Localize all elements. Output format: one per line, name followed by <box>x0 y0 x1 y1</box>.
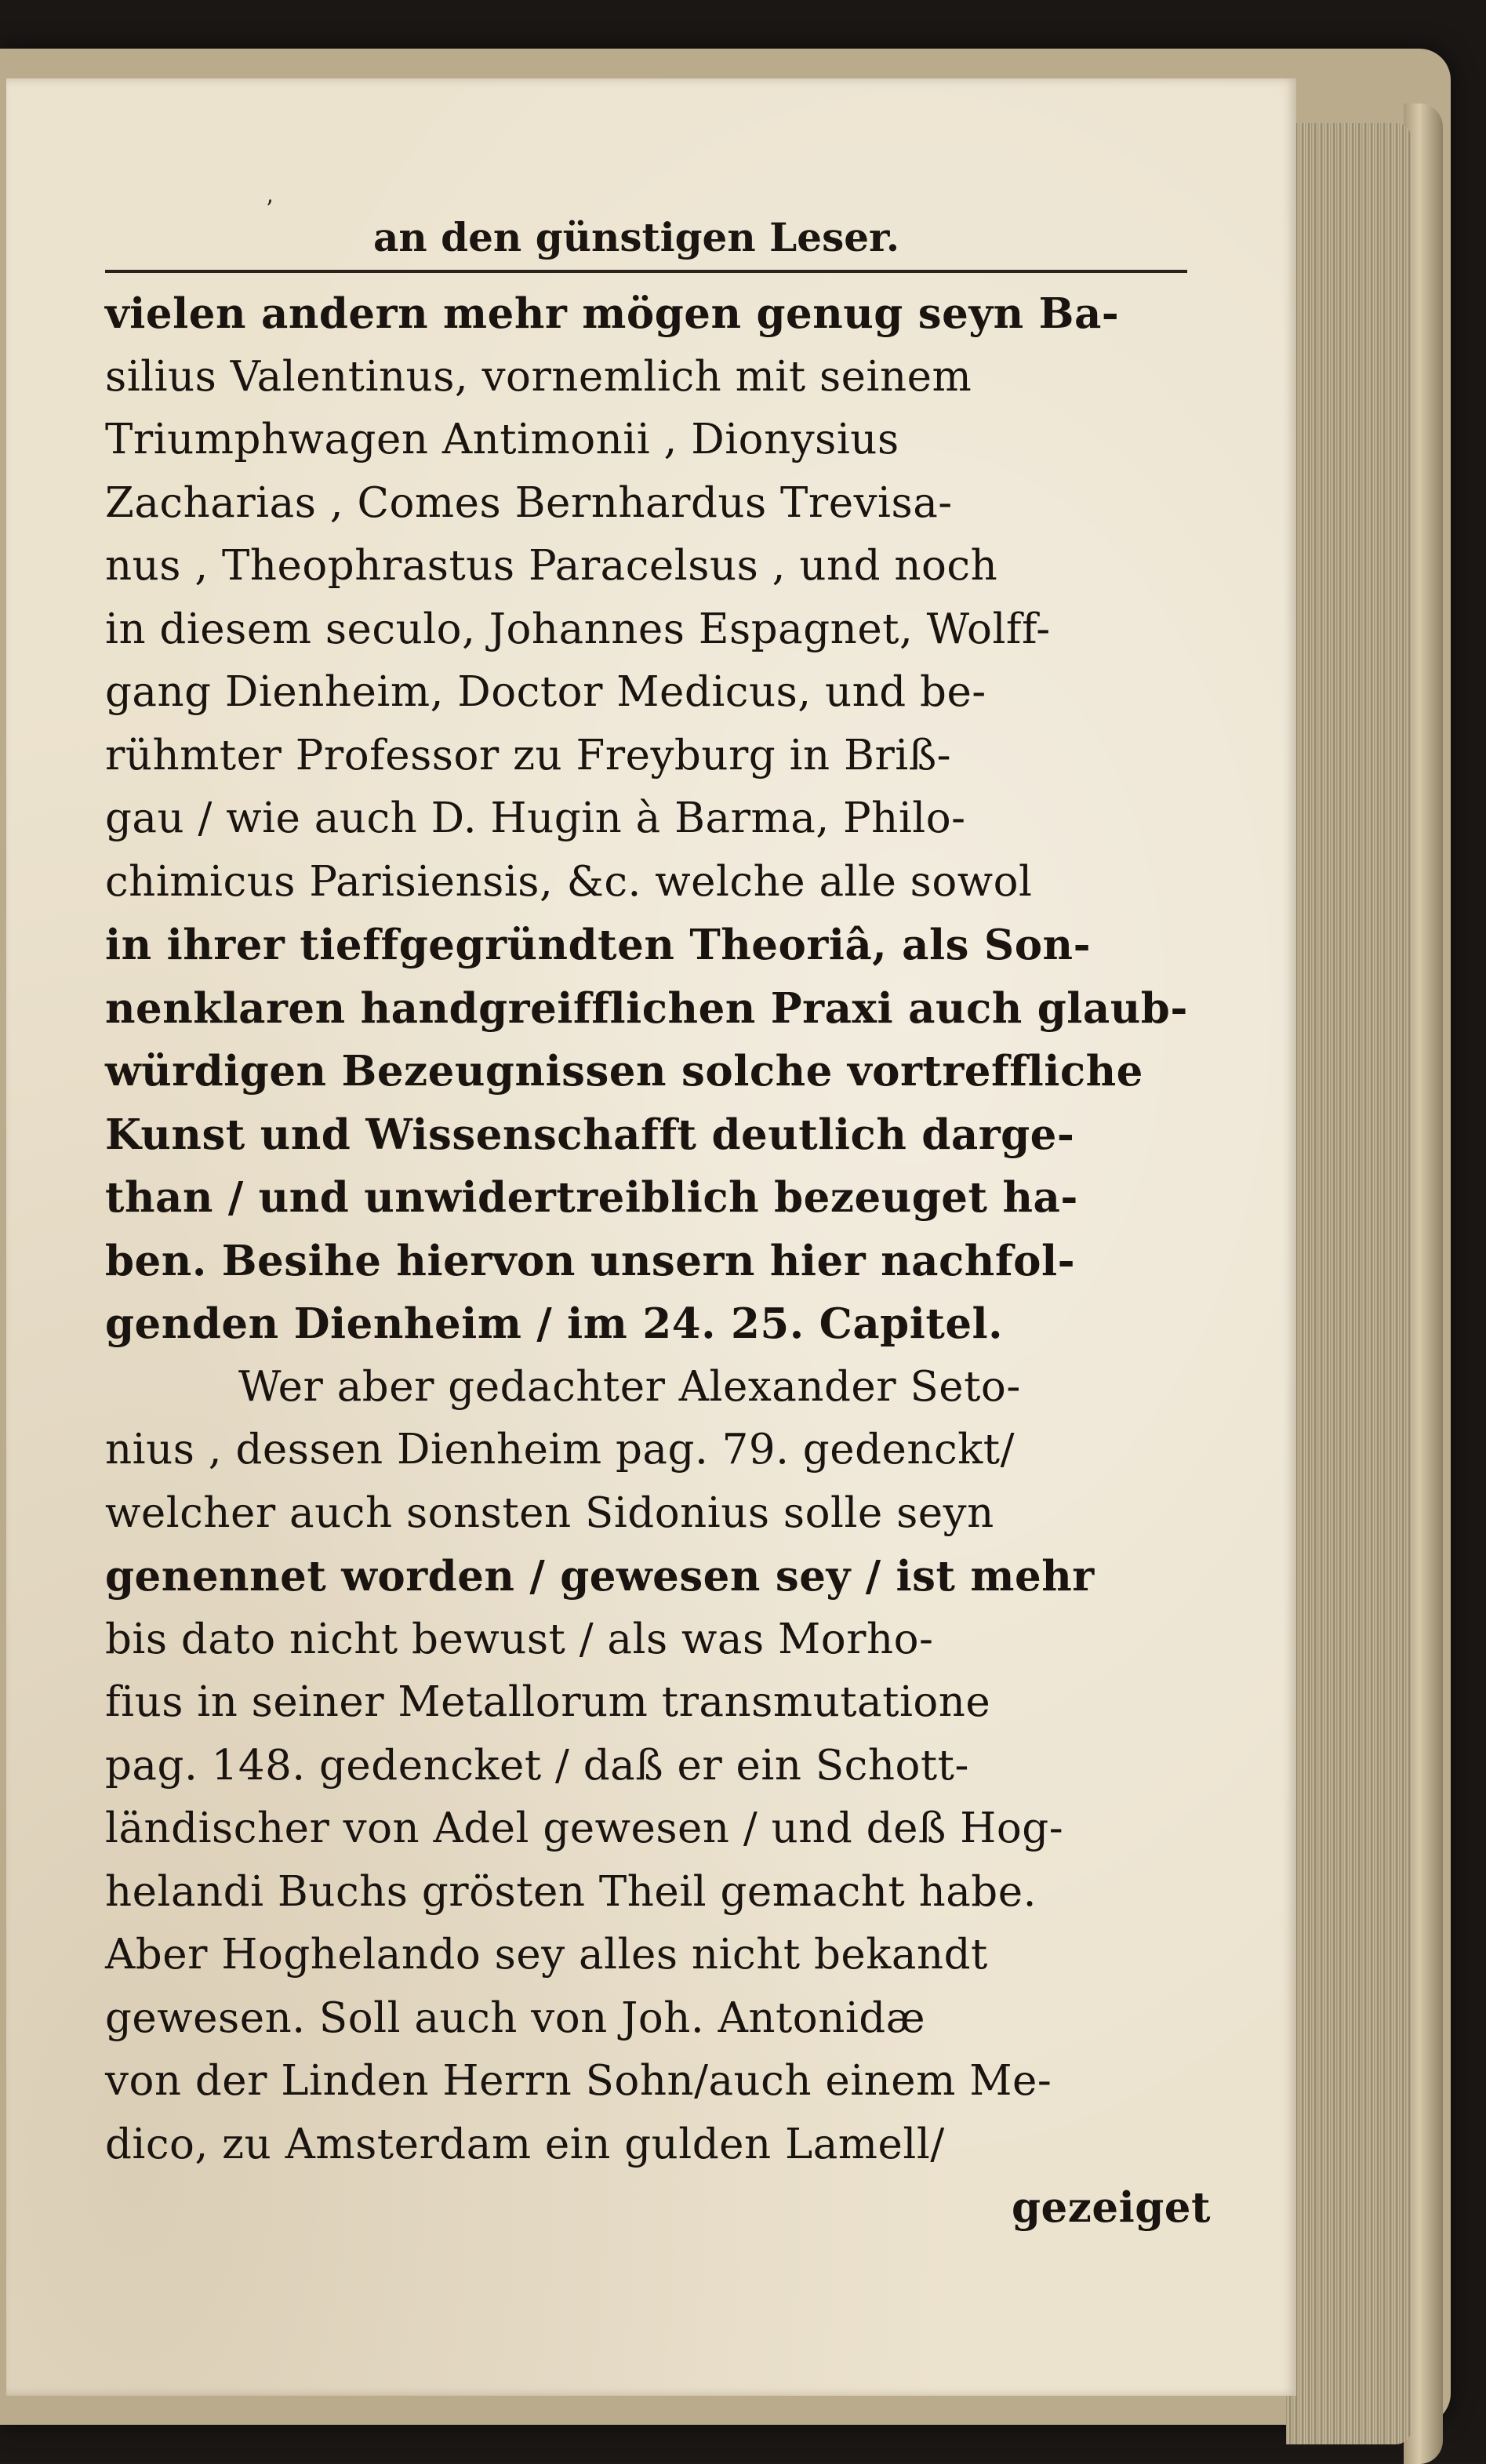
text-line: bis dato nicht bewust / als was Morho- <box>105 1615 934 1663</box>
text-line: Kunst und Wissenschafft deutlich darge- <box>105 1110 1075 1159</box>
text-line: ländischer von Adel gewesen / und deß Hog- <box>105 1804 1064 1852</box>
text-line: von der Linden Herrn Sohn/auch einem Me- <box>105 2057 1052 2105</box>
text-line: genennet worden / gewesen sey / ist mehr <box>105 1552 1095 1601</box>
text-line: welcher auch sonsten Sidonius solle seyn <box>105 1488 994 1537</box>
text-line: vielen andern mehr mögen genug seyn Ba- <box>105 289 1120 338</box>
text-line: silius Valentinus, vornemlich mit seinem <box>105 352 972 401</box>
text-line: nius , dessen Dienheim pag. 79. gedenckt/ <box>105 1426 1015 1474</box>
text-line: fius in seiner Metallorum transmutatione <box>105 1678 991 1726</box>
text-line: würdigen Bezeugnissen solche vortreffliche <box>105 1047 1143 1096</box>
text-line: gau / wie auch D. Hugin à Barma, Philo- <box>105 794 966 842</box>
running-headline: an den günstigen Leser. <box>373 214 900 260</box>
book-page <box>6 78 1296 2396</box>
text-line: in diesem seculo, Johannes Espagnet, Wolff- <box>105 605 1051 653</box>
text-line: than / und unwidertreiblich bezeuget ha- <box>105 1173 1078 1222</box>
text-line: helandi Buchs grösten Theil gemacht habe. <box>105 1867 1037 1916</box>
text-line: Aber Hoghelando sey alles nicht bekandt <box>105 1931 988 1979</box>
text-line: in ihrer tieffgegründten Theoriâ, als Son- <box>105 921 1092 969</box>
text-line: genden Dienheim / im 24. 25. Capitel. <box>105 1299 1004 1348</box>
body-text <box>105 282 1211 2240</box>
text-line: rühmter Professor zu Freyburg in Briß- <box>105 731 952 780</box>
catchword: gezeiget <box>1012 2183 1211 2232</box>
text-line: gang Dienheim, Doctor Medicus, und be- <box>105 668 986 716</box>
header-mark: ʼ <box>265 196 273 224</box>
text-line: pag. 148. gedencket / daß er ein Schott- <box>105 1741 969 1790</box>
text-line: Triumphwagen Antimonii , Dionysius <box>105 416 899 463</box>
text-line: Zacharias , Comes Bernhardus Trevisa- <box>105 478 953 527</box>
text-line: nus , Theophrastus Paracelsus , und noch <box>105 542 998 590</box>
text-line: Wer aber gedachter Alexander Seto- <box>238 1362 1021 1411</box>
text-line: nenklaren handgreifflichen Praxi auch glaub- <box>105 983 1188 1033</box>
text-line: dico, zu Amsterdam ein gulden Lamell/ <box>105 2120 945 2168</box>
text-line: ben. Besihe hiervon unsern hier nachfol- <box>105 1236 1076 1285</box>
text-line: chimicus Parisiensis, &c. welche alle sowol <box>105 857 1033 906</box>
page-edges <box>1286 123 1412 2444</box>
text-line: gewesen. Soll auch von Joh. Antonidæ <box>105 1993 926 2042</box>
header-rule <box>105 270 1187 273</box>
